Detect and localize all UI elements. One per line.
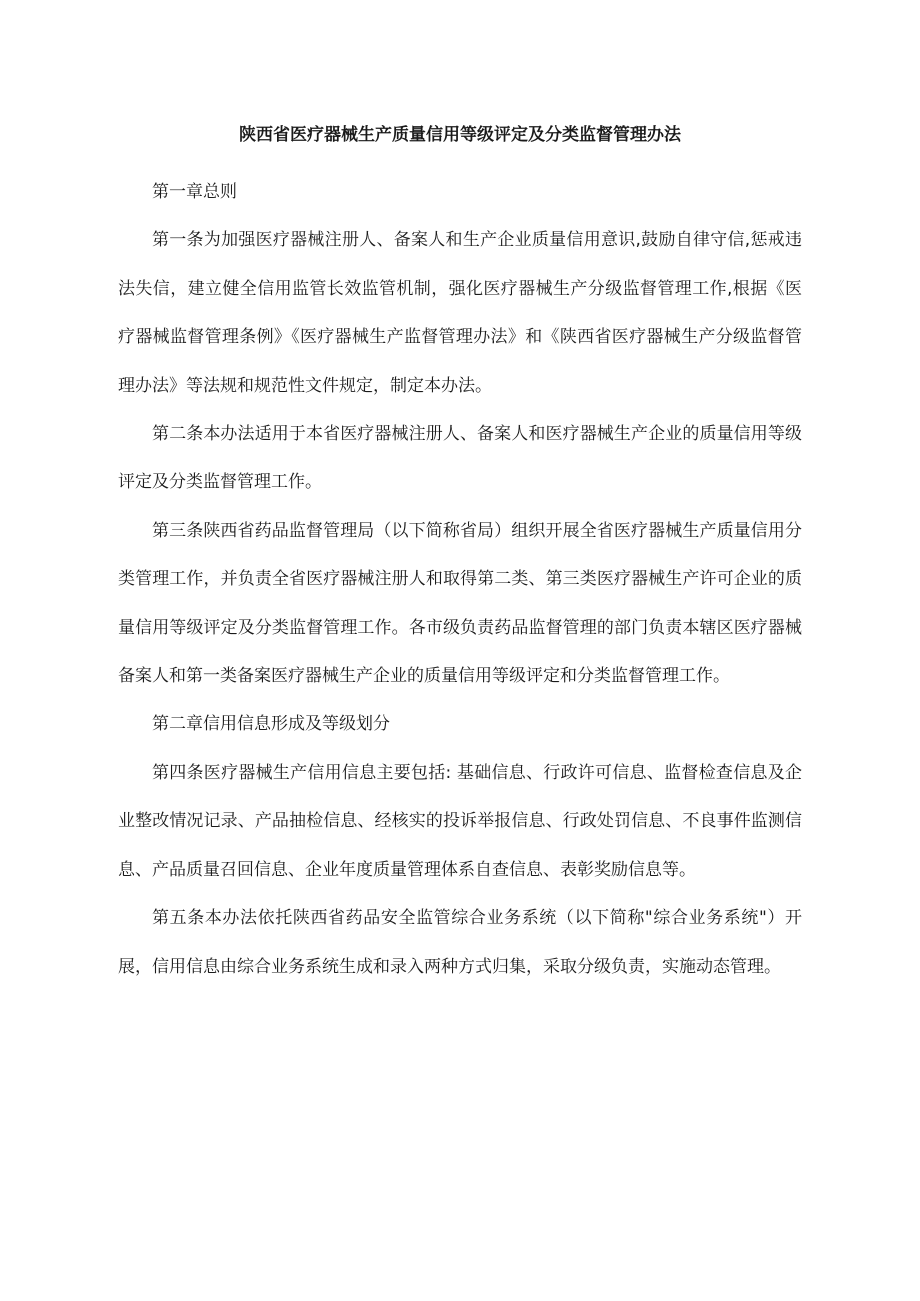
document-title: 陕西省医疗器械生产质量信用等级评定及分类监督管理办法	[239, 125, 681, 145]
chapter-heading-2: 第二章信用信息形成及等级划分	[152, 714, 390, 735]
article-2: 第二条本办法适用于本省医疗器械注册人、备案人和医疗器械生产企业的质量信用等级评定及分类监督管理工作。	[118, 424, 802, 493]
article-1: 第一条为加强医疗器械注册人、备案人和生产企业质量信用意识,鼓励自律守信,惩戒违法失信，建立健全信用监管长效监管机制，强化医疗器械生产分级监督管理工作,根据《医疗器械监督管理条例》《医疗器械生产监督管理办法》和《陕西省医疗器械生产分级监督管理办法》等法规和规范性文件规定，制定本办法。	[118, 230, 802, 396]
article-4: 第四条医疗器械生产信用信息主要包括: 基础信息、行政许可信息、监督检查信息及企业整改情况记录、产品抽检信息、经核实的投诉举报信息、行政处罚信息、不良事件监测信息、产品质量召回信息、企业年度质量管理体系自查信息、表彰奖励信息等。	[118, 762, 802, 880]
document-body	[118, 168, 802, 991]
chapter-heading-1: 第一章总则	[152, 182, 237, 202]
article-5: 第五条本办法依托陕西省药品安全监管综合业务系统（以下简称"综合业务系统"）开展，信用信息由综合业务系统生成和录入两种方式归集，采取分级负责，实施动态管理。	[118, 908, 802, 977]
article-3: 第三条陕西省药品监督管理局（以下简称省局）组织开展全省医疗器械生产质量信用分类管理工作，并负责全省医疗器械注册人和取得第二类、第三类医疗器械生产许可企业的质量信用等级评定及分类监督管理工作。各市级负责药品监督管理的部门负责本辖区医疗器械备案人和第一类备案医疗器械生产企业的质量信用等级评定和分类监督管理工作。	[118, 520, 802, 687]
